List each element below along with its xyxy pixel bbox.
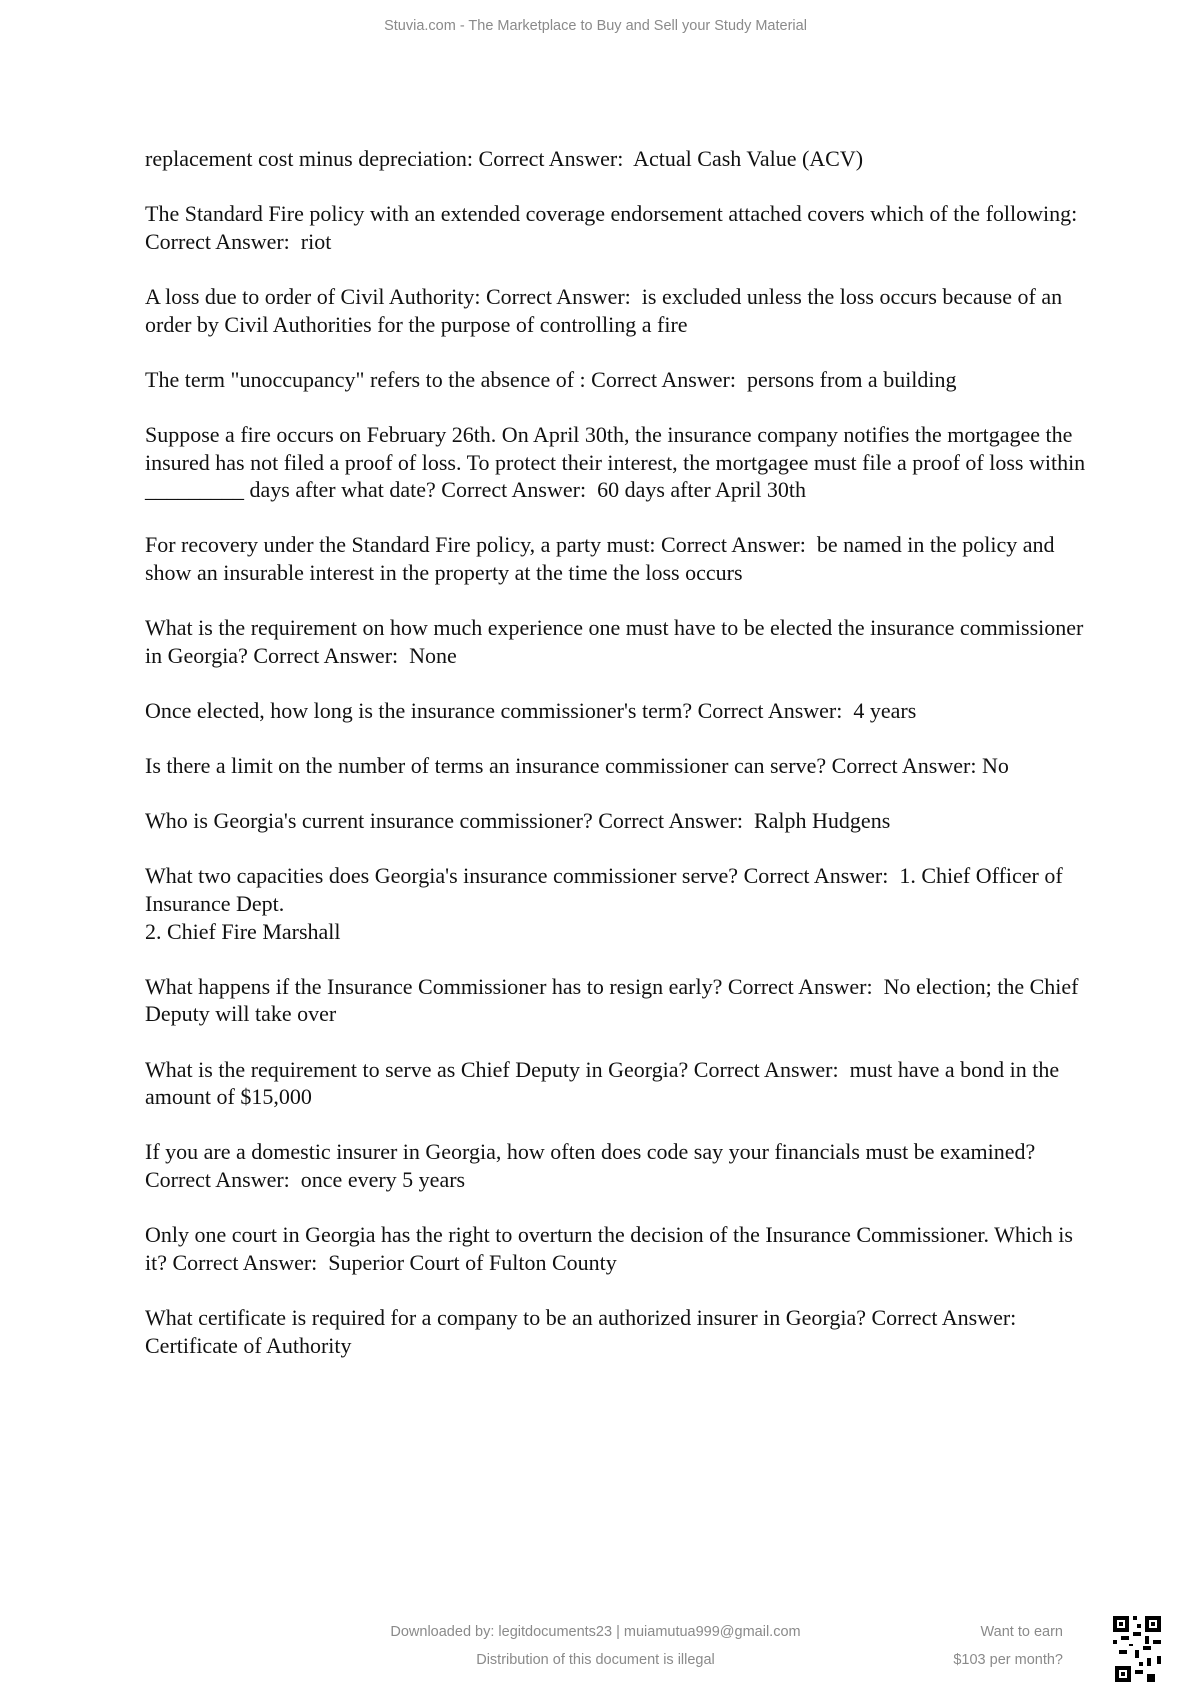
footer-distribution-notice: Distribution of this document is illegal [476,1652,715,1668]
promo-line-2[interactable]: $103 per month? [953,1652,1063,1668]
qa-item: A loss due to order of Civil Authority: Correct Answer: is excluded unless the loss occurs because of an order by Civil Authorities for the purpose of controlling a fire [145,283,1068,337]
qa-item: Suppose a fire occurs on February 26th. On April 30th, the insurance company notifies the mortgagee the insured has not filed a proof of loss. To protect their interest, the mortgagee must file a proof of loss within _________ days after what date? Correct Answer: 60 days after April 30th [145,421,1091,503]
qa-item: Who is Georgia's current insurance commissioner? Correct Answer: Ralph Hudgens [145,808,891,834]
qa-item: Once elected, how long is the insurance commissioner's term? Correct Answer: 4 years [145,697,917,723]
qa-item: What happens if the Insurance Commissioner has to resign early? Correct Answer: No election; the Chief Deputy will take over [145,973,1085,1027]
promo-line-1[interactable]: Want to earn [980,1624,1063,1640]
qa-item: Is there a limit on the number of terms an insurance commissioner can serve? Correct Answer: No [145,753,1009,779]
qa-item: What certificate is required for a company to be an authorized insurer in Georgia? Correct Answer: Certificate of Authority [145,1304,1028,1358]
footer-downloaded-by: Downloaded by: legitdocuments23 | muiamutua999@gmail.com [390,1624,801,1640]
qa-item: What is the requirement on how much experience one must have to be elected the insurance commissioner in Georgia? Correct Answer: None [145,615,1089,668]
qa-item: The term "unoccupancy" refers to the absence of : Correct Answer: persons from a building [145,366,957,392]
qa-item: For recovery under the Standard Fire policy, a party must: Correct Answer: be named in the policy and show an insurable interest in the property at the time the loss occurs [145,532,1060,585]
qa-item: What two capacities does Georgia's insurance commissioner serve? Correct Answer: 1. Chief Officer of Insurance Dept. 2. Chief Fire Marshall [145,863,1063,944]
qa-item: What is the requirement to serve as Chief Deputy in Georgia? Correct Answer: must have a bond in the amount of $15,000 [145,1056,1065,1110]
qa-item: Only one court in Georgia has the right to overturn the decision of the Insurance Commissioner. Which is it? Correct Answer: Superior Court of Fulton County [145,1222,1079,1275]
document-body [145,145,1090,1387]
page-header: Stuvia.com - The Marketplace to Buy and Sell your Study Material [384,18,807,34]
qa-item: If you are a domestic insurer in Georgia, how often does code say your financials must be examined? Correct Answer: once every 5 years [145,1139,1041,1192]
qr-code-icon[interactable] [1115,1646,1155,1682]
qa-item: replacement cost minus depreciation: Correct Answer: Actual Cash Value (ACV) [145,146,864,171]
qa-item: The Standard Fire policy with an extended coverage endorsement attached covers which of the following: Correct Answer: riot [145,201,1083,254]
